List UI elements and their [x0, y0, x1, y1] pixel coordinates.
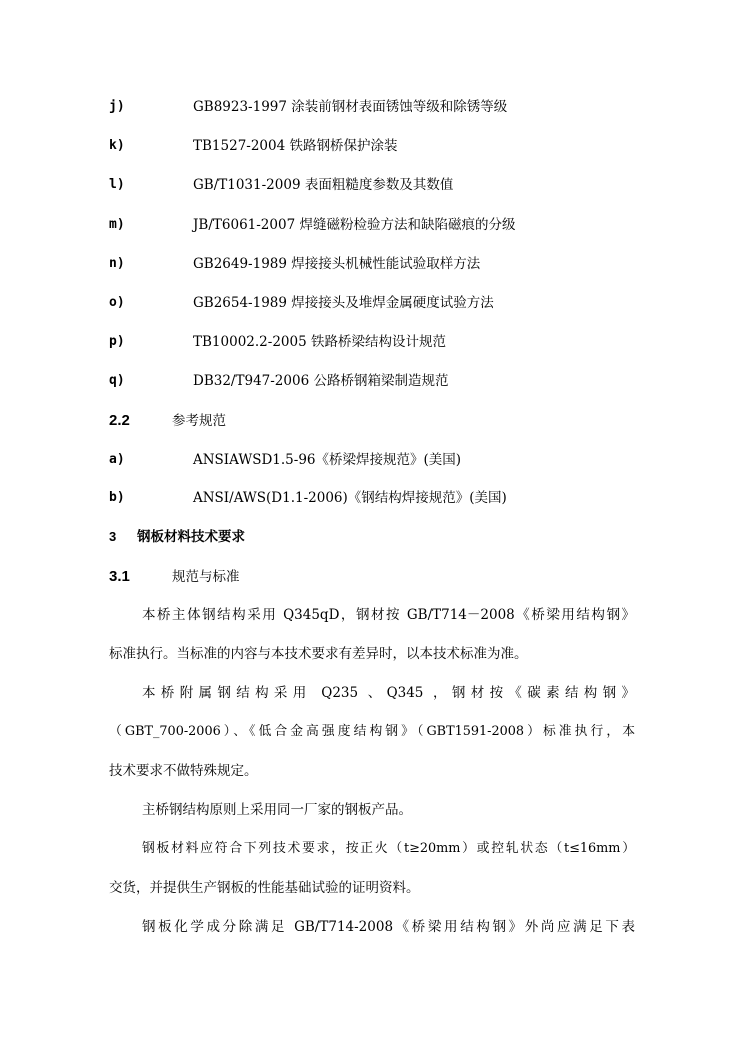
list-item-label: q): [109, 373, 125, 388]
paragraph-text: 钢板化学成分除满足 GB/T714-2008《桥梁用结构钢》外尚应满足下表: [142, 919, 635, 935]
paragraph-text: 本桥主体钢结构采用 Q345qD，钢材按 GB/T714－2008《桥梁用结构钢》: [142, 607, 635, 623]
chapter-heading: [0, 525, 744, 549]
list-item: [0, 213, 744, 237]
paragraph-text: 钢板材料应符合下列技术要求，按正火（t≥20mm）或控轧状态（t≤16mm）: [142, 841, 635, 856]
list-item: [0, 291, 744, 315]
paragraph-line: [0, 915, 744, 939]
list-item-text: GB/T1031-2009 表面粗糙度参数及其数值: [193, 177, 454, 193]
list-item-label: o): [109, 295, 125, 310]
paragraph-line: [0, 759, 744, 783]
list-item: [0, 369, 744, 393]
paragraph-line: [0, 681, 744, 705]
chapter-number: 3: [109, 529, 117, 544]
paragraph-line: [0, 720, 744, 744]
list-item-text: GB2649-1989 焊接接头机械性能试验取样方法: [193, 256, 481, 272]
section-title: 规范与标准: [172, 569, 240, 585]
paragraph-line: [0, 798, 744, 822]
list-item-label: b): [109, 490, 125, 505]
list-item: [0, 330, 744, 354]
list-item-text: JB/T6061-2007 焊缝磁粉检验方法和缺陷磁痕的分级: [193, 217, 516, 233]
section-heading: [0, 565, 744, 589]
list-item-text: GB8923-1997 涂装前钢材表面锈蚀等级和除锈等级: [193, 99, 508, 115]
paragraph-text: （GBT_700-2006）、《低合金高强度结构钢》（GBT1591-2008）标准执行，本: [109, 724, 635, 739]
paragraph-text: 技术要求不做特殊规定。: [109, 763, 258, 779]
list-item-label: l): [109, 177, 125, 192]
list-item-text: TB1527-2004 铁路钢桥保护涂装: [193, 138, 398, 154]
list-item: [0, 173, 744, 197]
section-number: 2.2: [109, 412, 130, 429]
paragraph-text: 标准执行。当标准的内容与本技术要求有差异时，以本技术标准为准。: [109, 646, 528, 662]
section-title: 参考规范: [172, 413, 226, 429]
paragraph-line: [0, 642, 744, 666]
list-item-text: TB10002.2-2005 铁路桥梁结构设计规范: [193, 334, 446, 350]
paragraph-text: 本桥附属钢结构采用 Q235 、Q345 ，钢材按《碳素结构钢》: [142, 685, 635, 701]
list-item-text: GB2654-1989 焊接接头及堆焊金属硬度试验方法: [193, 295, 494, 311]
list-item-label: m): [109, 217, 125, 232]
paragraph-line: [0, 603, 744, 627]
list-item: [0, 486, 744, 510]
chapter-title: 钢板材料技术要求: [137, 529, 245, 545]
list-item-label: p): [109, 334, 125, 349]
paragraph-line: [0, 876, 744, 900]
section-number: 3.1: [109, 568, 130, 585]
list-item-label: n): [109, 256, 125, 271]
section-heading: [0, 409, 744, 433]
list-item: [0, 252, 744, 276]
list-item: [0, 134, 744, 158]
list-item-text: DB32/T947-2006 公路桥钢箱梁制造规范: [193, 373, 449, 389]
list-item: [0, 95, 744, 119]
list-item-text: ANSI/AWS(D1.1-2006)《钢结构焊接规范》(美国): [193, 490, 507, 506]
list-item-label: a): [109, 452, 125, 467]
paragraph-text: 交货，并提供生产钢板的性能基础试验的证明资料。: [109, 880, 420, 896]
list-item: [0, 448, 744, 472]
list-item-text: ANSIAWSD1.5-96《桥梁焊接规范》(美国): [193, 452, 462, 468]
list-item-label: j): [109, 99, 125, 114]
paragraph-text: 主桥钢结构原则上采用同一厂家的钢板产品。: [142, 802, 412, 818]
list-item-label: k): [109, 138, 125, 153]
paragraph-line: [0, 837, 744, 861]
